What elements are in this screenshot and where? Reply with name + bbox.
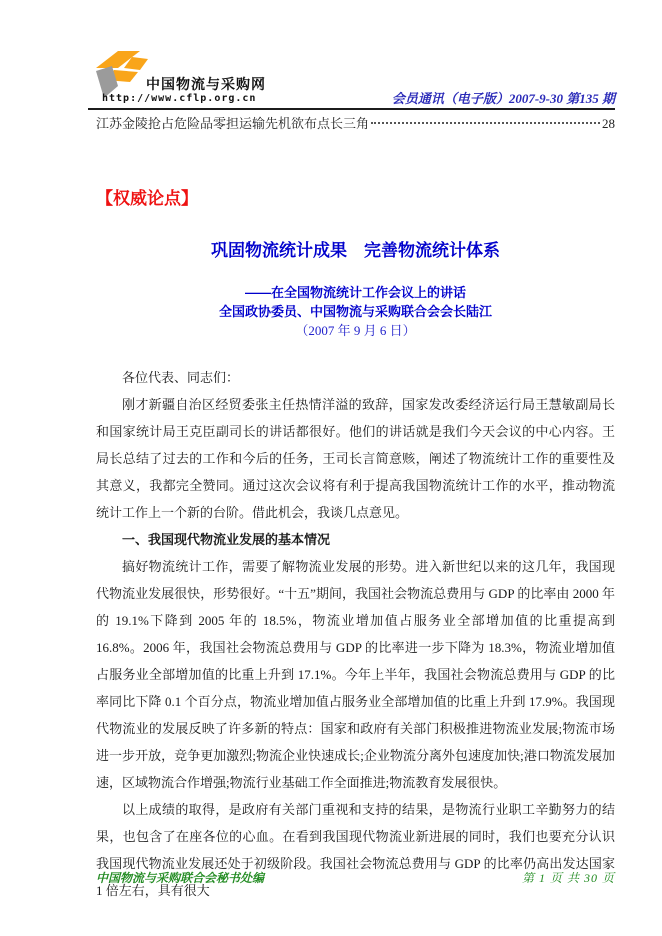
logo	[88, 46, 318, 108]
article-author-line: 全国政协委员、中国物流与采购联合会会长陆江	[218, 304, 492, 319]
page-footer	[96, 869, 615, 886]
article-subtitle: ——在全国物流统计工作会议上的讲话	[244, 285, 466, 300]
article-body	[96, 364, 615, 904]
header-rule	[88, 108, 615, 110]
footer-page-number: 第 1 页 共 30 页	[521, 871, 615, 885]
article-date-line: （2007 年 9 月 6 日）	[295, 323, 416, 338]
page-header	[88, 46, 615, 108]
paragraph: 搞好物流统计工作，需要了解物流业发展的形势。进入新世纪以来的这几年，我国现代物流业发展很快，形势很好。“十五”期间，我国社会物流总费用与 GDP 的比率由 2000 年的 19.1%下降到 2005 年的 18.5%，物流业增加值占服务业全部增加值的比重提高到 16.8%。2006 年，我国社会物流总费用与 GDP 的比率进一步下降为 18.3%，物流业增加值占服务业全部增加值的比重上升到 17.1%。今年上半年，我国社会物流总费用与 GDP 的比率同比下降 0.1 个百分点，物流业增加值占服务业全部增加值的比重上升到 17.9%。我国现代物流业的发展反映了许多新的特点：国家和政府有关部门积极推进物流业发展;物流市场进一步开放，竞争更加激烈;物流企业快速成长;企业物流分离外包速度加快;港口物流发展加速，区域物流合作增强;物流行业基础工作全面推进;物流教育发展很快。	[96, 559, 615, 790]
paragraph: 刚才新疆自治区经贸委张主任热情洋溢的致辞，国家发改委经济运行局王慧敏副局长和国家统计局王克臣副司长的讲话都很好。他们的讲话就是我们今天会议的中心内容。王局长总结了过去的工作和今后的任务，王司长言简意赅，阐述了物流统计工作的重要性及其意义，我都完全赞同。通过这次会议将有利于提高我国物流统计工作的水平，推动物流统计工作上一个新的台阶。借此机会，我谈几点意见。	[96, 397, 615, 520]
column-tag: 【权威论点】	[96, 189, 198, 208]
toc-entry-page: 28	[602, 116, 615, 131]
section-heading: 一、我国现代物流业发展的基本情况	[122, 532, 331, 547]
logo-url: http://www.cflp.org.cn	[102, 93, 257, 104]
paragraph: 以上成绩的取得，是政府有关部门重视和支持的结果，是物流行业职工辛勤努力的结果，也包含了在座各位的心血。在看到我国现代物流业新进展的同时，我们也要充分认识我国现代物流业发展还处于初级阶段。我国社会物流总费用与 GDP 的比率仍高出发达国家 1 倍左右，具有很大	[96, 802, 615, 898]
toc-dot-leader	[371, 122, 600, 124]
footer-editor: 中国物流与采购联合会秘书处编	[96, 871, 265, 885]
article-title: 巩固物流统计成果 完善物流统计体系	[211, 241, 500, 260]
salutation: 各位代表、同志们：	[122, 370, 240, 385]
article	[96, 184, 615, 904]
issue-info: 会员通讯（电子版）2007-9-30 第135 期	[391, 91, 615, 106]
toc-entry	[96, 113, 615, 132]
logo-title: 中国物流与采购网	[146, 76, 266, 92]
toc-entry-title: 江苏金陵抢占危险品零担运输先机欲布点长三角	[96, 116, 370, 131]
